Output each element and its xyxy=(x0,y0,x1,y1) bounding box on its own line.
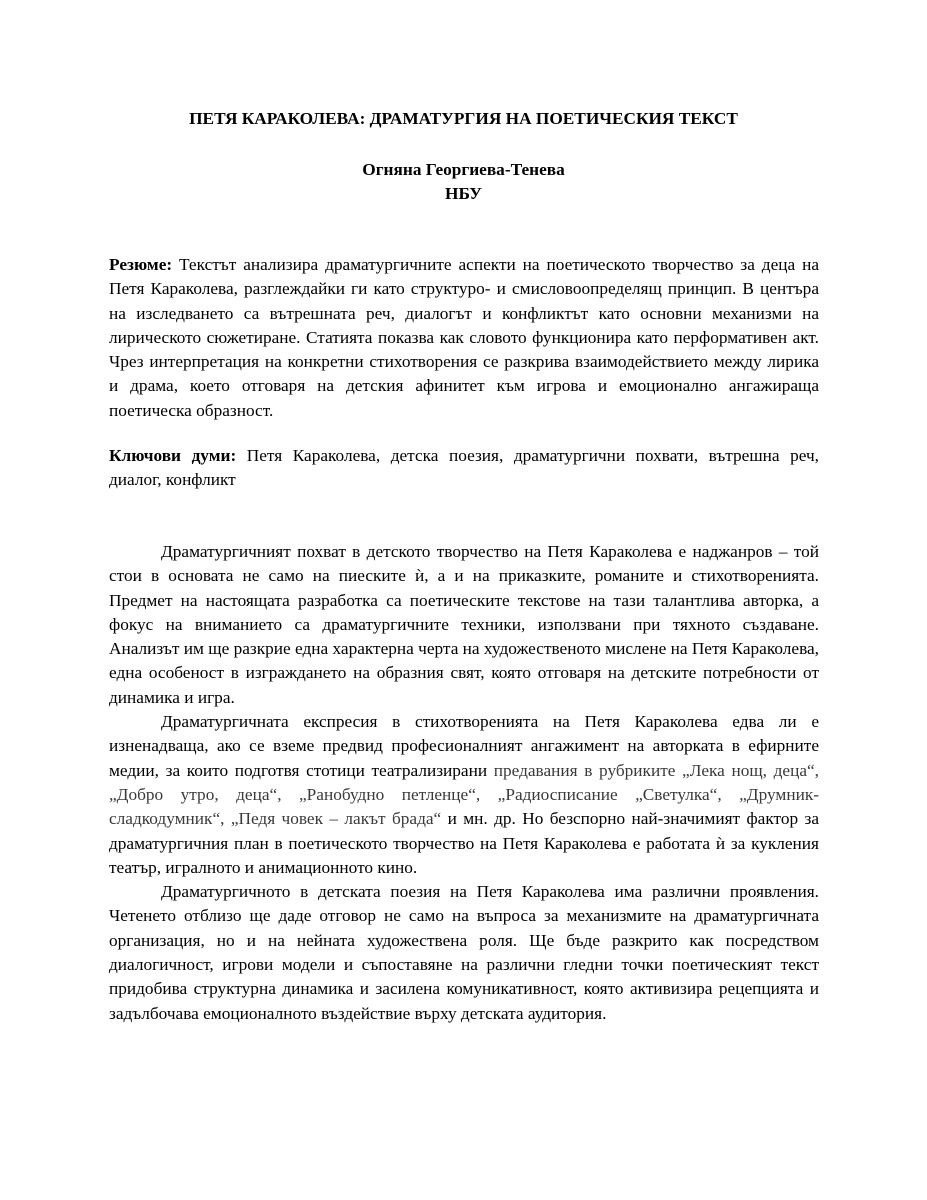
body-paragraph-3: Драматургичното в детската поезия на Петя Караколева има различни проявления. Четенето отблизо ще даде отговор не само на въпроса за механизмите на драматургичната организация, но и на нейната художествена роля. Ще бъде разкрито как посредством диалогичност, игрови модели и съпоставяне на различни гледни точки поетическият текст придобива структурна динамика и засилена комуникативност, която активизира рецепцията и задълбочава емоционалното въздействие върху детската аудитория. xyxy=(109,882,819,1023)
author-name: Огняна Георгиева-Тенева xyxy=(362,160,565,179)
body-paragraph-2 xyxy=(109,710,819,880)
abstract-text: Текстът анализира драматургичните аспекти на поетическото творчество за деца на Петя Караколева, разглеждайки ги като структуро- и смисловоопределящ принцип. В центъра на изследването са вътрешната реч, диалогът и конфликтът като основни механизми на лирическото сюжетиране. Статията показва как словото функционира като перформативен акт. Чрез интерпретация на конкретни стихотворения се разкрива взаимодействието между лирика и драма, което отговаря на детския афинитет към игрова и емоционално ангажираща поетическа образност. xyxy=(109,255,819,420)
article-body xyxy=(109,540,819,1026)
body-paragraph-2-rubrics: предавания в рубриките „Лека нощ, деца“, „Добро утро, деца“, „Ранобудно петленце“, „Радиосписание „Светулка“, „Друмник-сладкодумник“, „Педя човек – лакът брада“ xyxy=(109,760,819,829)
abstract-label: Резюме: xyxy=(109,255,173,274)
body-paragraph-2-part-c: и мн. др. Но безспорно най-значимият фактор за драматургичния план в поетическото творчество на Петя Караколева е работата ѝ за кукления театър, игралното и анимационното кино. xyxy=(109,809,819,877)
author-affiliation: НБУ xyxy=(445,184,482,203)
keywords-text: Петя Караколева, детска поезия, драматургични похвати, вътрешна реч, диалог, конфликт xyxy=(109,446,819,490)
body-paragraph-2-part-a: Драматургичната експресия в стихотворенията на Петя Караколева едва ли е изненадваща, ако се вземе предвид професионалният ангажимент на авторката в ефирните медии, за които подготвя стотици театрализирани xyxy=(109,712,819,780)
body-paragraph-1: Драматургичният похват в детското творчество на Петя Караколева е наджанров – той стои в основата не само на пиеските ѝ, а и на приказките, романите и стихотворенията. Предмет на настоящата разработка са поетическите текстове на тази талантлива авторка, а фокус на вниманието са драматургичните техники, използвани при тяхното създаване. Анализът им ще разкрие една характерна черта на художественото мислене на Петя Караколева, една особеност в изграждането на образния свят, която отговаря на детските потребности от динамика и игра. xyxy=(109,542,819,707)
abstract xyxy=(109,253,819,423)
article-title: ПЕТЯ КАРАКОЛЕВА: ДРАМАТУРГИЯ НА ПОЕТИЧЕСКИЯ ТЕКСТ xyxy=(189,109,738,128)
keywords xyxy=(109,444,819,493)
keywords-label: Ключови думи: xyxy=(109,446,237,465)
